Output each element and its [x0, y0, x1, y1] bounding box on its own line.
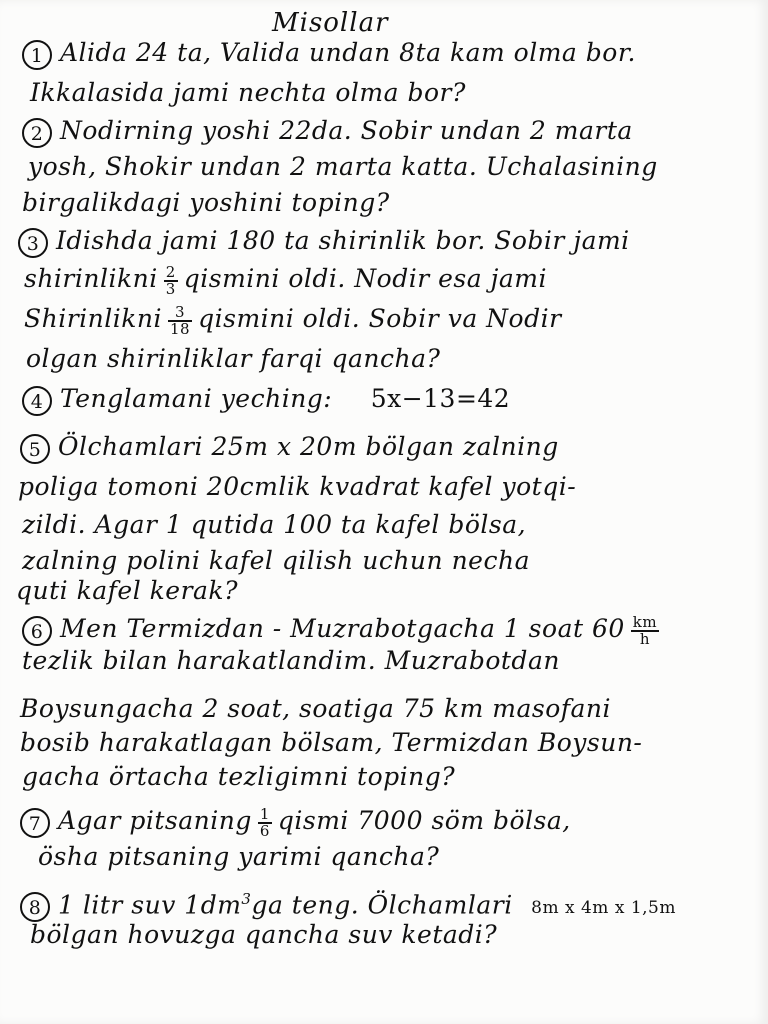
fraction-three-eighteenths	[168, 302, 192, 338]
problem-2-line-1	[22, 116, 633, 148]
problem-5-line-1	[20, 432, 559, 464]
speed-unit-fraction	[631, 612, 659, 648]
problem-3-line-3	[24, 304, 562, 337]
problem-1-text-1: Alida 24 ta, Valida undan 8ta kam olma bor.	[60, 38, 636, 67]
page-title: Misollar	[272, 8, 389, 38]
equation: 5x−13=42	[370, 384, 511, 413]
fraction-denominator: 3	[165, 279, 176, 298]
problem-5-line-3	[22, 510, 526, 540]
problem-6-text-5: gacha örtacha tezligimni toping?	[22, 762, 456, 791]
fraction-one-sixth	[258, 804, 272, 840]
problem-5-line-2	[18, 472, 576, 502]
fraction-numerator: 1	[259, 804, 270, 823]
problem-8-text-3: bölgan hovuzga qancha suv ketadi?	[30, 920, 498, 949]
problem-5-line-4	[22, 546, 530, 576]
problem-3-line-2	[24, 264, 547, 297]
fraction-two-thirds	[164, 262, 178, 298]
problem-3-text-4: Shirinlikni	[24, 304, 163, 333]
problem-5-line-5	[16, 576, 238, 606]
problem-5-text-1: Ölchamlari 25m x 20m bölgan zalning	[58, 432, 559, 461]
problem-2-text-1: Nodirning yoshi 22da. Sobir undan 2 marta	[60, 116, 633, 145]
fraction-numerator: 2	[165, 262, 176, 281]
problem-6-line-2	[22, 646, 560, 676]
problem-6-line-1	[22, 614, 665, 647]
problem-7-line-2	[38, 842, 439, 872]
problem-6-line-5	[22, 762, 455, 792]
problem-1-line-1	[22, 38, 636, 70]
problem-5-number: 5	[20, 434, 50, 464]
problem-6-text-3: Boysungacha 2 soat, soatiga 75 km masofani	[20, 694, 612, 723]
fraction-denominator: 6	[259, 821, 270, 840]
pool-dimensions: 8m x 4m x 1,5m	[531, 898, 676, 919]
problem-2-line-2	[28, 152, 658, 182]
problem-6-line-4	[20, 728, 642, 758]
problem-3-number: 3	[18, 228, 48, 258]
problem-8-line-2	[30, 920, 497, 950]
problem-3-text-1: Idishda jami 180 ta shirinlik bor. Sobir jami	[56, 226, 630, 255]
problem-8-number: 8	[20, 892, 50, 922]
problem-3-line-1	[18, 226, 630, 258]
problem-7-text-1: Agar pitsaning	[58, 806, 252, 835]
problem-5-text-4: zalning polini kafel qilish uchun necha	[22, 546, 530, 575]
problem-2-line-3	[22, 188, 390, 218]
problem-7-number: 7	[20, 808, 50, 838]
problem-2-text-2: yosh, Shokir undan 2 marta katta. Uchalasining	[28, 152, 658, 181]
problem-8-text-1: 1 litr suv 1dm	[58, 890, 242, 920]
problem-5-text-3: zildi. Agar 1 qutida 100 ta kafel bölsa,	[22, 510, 527, 539]
problem-4-number: 4	[22, 386, 52, 416]
problem-5-text-2: poliga tomoni 20cmlik kvadrat kafel yotqi-	[18, 472, 577, 501]
problem-3-text-3: qismini oldi. Nodir esa jami	[183, 264, 547, 293]
problem-6-number: 6	[22, 616, 52, 646]
problem-3-text-6: olgan shirinliklar farqi qancha?	[26, 344, 441, 373]
problem-2-number: 2	[22, 118, 52, 148]
problem-4-line-1	[22, 384, 510, 416]
unit-denominator: h	[639, 629, 651, 648]
problem-8-line-1	[20, 884, 676, 923]
problem-7-line-1	[20, 806, 571, 839]
problem-3-text-2: shirinlikni	[24, 264, 158, 293]
problem-5-text-5: quti kafel kerak?	[16, 576, 238, 605]
problem-4-text-1: Tenglamani yeching:	[60, 384, 333, 413]
problem-6-text-1: Men Termizdan - Muzrabotgacha 1 soat 60	[60, 614, 625, 643]
problem-1-line-2	[30, 78, 466, 108]
problem-6-text-4: bosib harakatlagan bölsam, Termizdan Boysun-	[20, 728, 643, 757]
problem-3-text-5: qismini oldi. Sobir va Nodir	[198, 304, 562, 333]
problem-1-text-2: Ikkalasida jami nechta olma bor?	[30, 78, 466, 107]
unit-numerator: km	[632, 612, 658, 631]
problem-8-text-2: ga teng. Ölchamlari	[251, 890, 513, 920]
problem-2-text-3: birgalikdagi yoshini toping?	[22, 188, 390, 217]
problem-6-line-3	[20, 694, 611, 724]
superscript-three: 3	[241, 890, 252, 908]
fraction-numerator: 3	[168, 305, 192, 322]
problem-1-number: 1	[22, 40, 52, 70]
problem-3-line-4	[26, 344, 440, 374]
problem-7-text-2: qismi 7000 söm bölsa,	[277, 806, 571, 835]
problem-6-text-2: tezlik bilan harakatlandim. Muzrabotdan	[22, 646, 560, 675]
problem-7-text-3: ösha pitsaning yarimi qancha?	[38, 842, 440, 871]
fraction-denominator: 18	[170, 319, 191, 338]
